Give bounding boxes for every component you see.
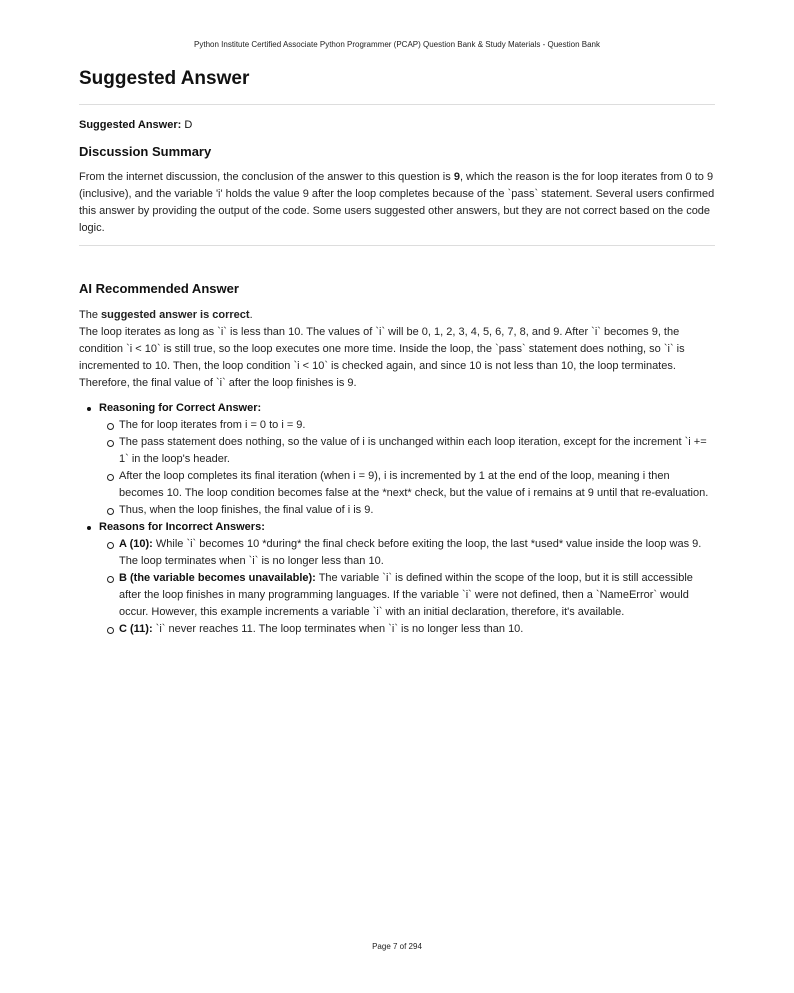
suggested-answer-line <box>79 117 715 133</box>
ai-lead-prefix: The <box>79 309 102 321</box>
divider <box>79 104 715 105</box>
page-content <box>79 66 715 638</box>
list-item <box>99 621 715 638</box>
ai-recommended-title: AI Recommended Answer <box>79 281 239 296</box>
suggested-answer-value: D <box>184 119 193 131</box>
option-label: A (10): <box>119 538 153 550</box>
list-item: The pass statement does nothing, so the value of i is unchanged within each loop iteration, except for the increment `i += 1` in the loop's header. <box>99 434 715 468</box>
discussion-text-after: , which the reason is the for loop iterates from 0 to 9 (inclusive), and the variable 'i' holds the value 9 after the loop completes because of the `pass` statement. Several users confirmed this answer by providing the output of the code. Some users suggested other answers, but they are not correct based on the code logic. <box>79 171 715 234</box>
list-item: The for loop iterates from i = 0 to i = 9. <box>99 417 715 434</box>
option-explanation: While `i` becomes 10 *during* the final check before exiting the loop, the last *used* value inside the loop was 9. The loop terminates when `i` is no longer less than 10. <box>119 538 702 567</box>
list-item <box>79 519 715 638</box>
suggested-answer-label: Suggested Answer: <box>79 119 182 131</box>
section-title: Suggested Answer <box>79 68 250 89</box>
option-label: C (11): <box>119 623 153 635</box>
running-header: Python Institute Certified Associate Python Programmer (PCAP) Question Bank & Study Materials - Question Bank <box>194 40 600 49</box>
discussion-text-before: From the internet discussion, the conclusion of the answer to this question is <box>79 171 454 183</box>
option-explanation: The variable `i` is defined within the scope of the loop, but it is still accessible after the loop finishes in many programming languages. If the variable `i` were not defined, then a `NameError` would occur. However, this example increments a variable `i` with an initial declaration, therefore, it's available. <box>119 572 693 618</box>
list-item: Thus, when the loop finishes, the final value of i is 9. <box>99 502 715 519</box>
correct-reasoning-list <box>99 417 715 519</box>
option-explanation: `i` never reaches 11. The loop terminates when `i` is no longer less than 10. <box>152 623 524 635</box>
list-item <box>79 400 715 519</box>
incorrect-reasoning-title: Reasons for Incorrect Answers: <box>99 521 265 533</box>
discussion-summary-title: Discussion Summary <box>79 144 212 159</box>
page-number: Page 7 of 294 <box>372 942 422 951</box>
incorrect-reasoning-list <box>99 536 715 638</box>
reasoning-list <box>79 400 715 638</box>
list-item <box>99 570 715 621</box>
divider <box>79 245 715 246</box>
ai-lead-line <box>79 307 715 324</box>
list-item: After the loop completes its final iteration (when i = 9), i is incremented by 1 at the end of the loop, meaning i then becomes 10. The loop condition becomes false at the *next* check, but the value of i remains at 9 until that re-evaluation. <box>99 468 715 502</box>
ai-lead-suffix: . <box>249 309 253 321</box>
correct-reasoning-title: Reasoning for Correct Answer: <box>99 402 262 414</box>
option-label: B (the variable becomes unavailable): <box>119 572 316 584</box>
discussion-answer: 9 <box>453 171 460 183</box>
ai-explanation: The loop iterates as long as `i` is less than 10. The values of `i` will be 0, 1, 2, 3, 4, 5, 6, 7, 8, and 9. After `i` becomes 9, the condition `i < 10` is still true, so the loop executes one more time. Inside the loop, the `pass` statement does nothing, so `i` is incremented to 10. Then, the loop condition `i < 10` is checked again, and since 10 is not less than 10, the loop terminates. Therefore, the final value of `i` after the loop finishes is 9. <box>79 326 685 389</box>
ai-lead-bold: suggested answer is correct <box>101 309 250 321</box>
list-item <box>99 536 715 570</box>
discussion-summary-text <box>79 169 715 237</box>
